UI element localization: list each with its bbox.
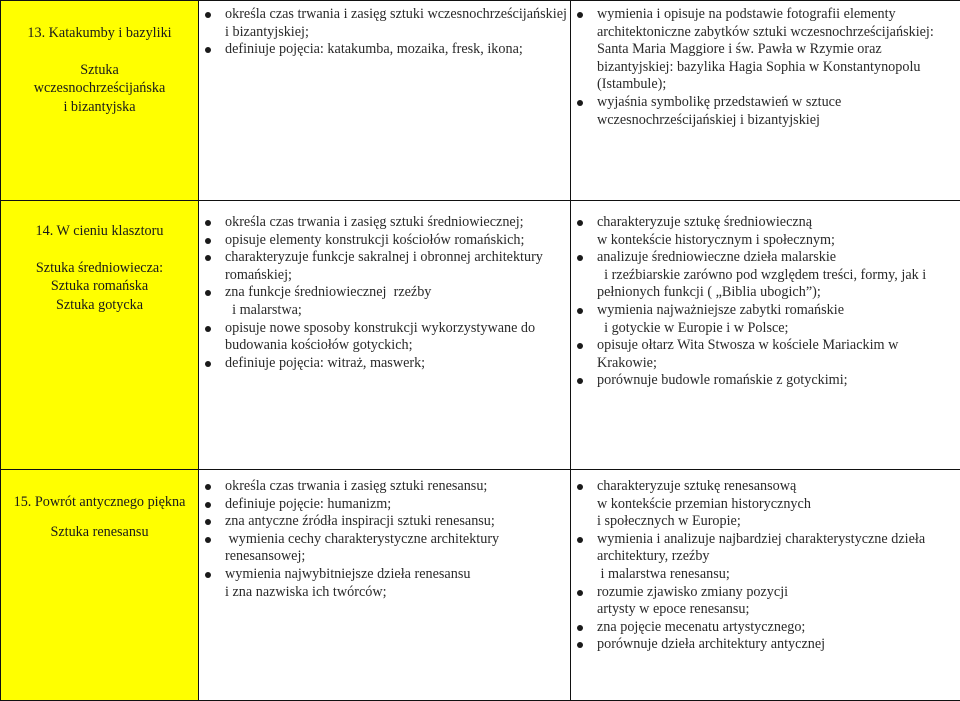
list-item: zna antyczne źródła inspiracji sztuki renesansu; bbox=[199, 513, 570, 531]
list-item: charakteryzuje sztukę średniowieczną w kontekście historycznym i społecznym; bbox=[571, 214, 960, 249]
extended-requirements-cell bbox=[571, 1, 960, 201]
topic-subtitle-line: Sztuka romańska bbox=[1, 277, 198, 296]
requirements-cell bbox=[199, 470, 571, 701]
list-item: analizuje średniowieczne dzieła malarskie i rzeźbiarskie zarówno pod względem treści, formy, jak i pełnionych funkcji ( „Biblia ubogich”); bbox=[571, 249, 960, 302]
extended-requirements-list bbox=[571, 214, 960, 390]
table-row bbox=[1, 201, 960, 470]
list-item: porównuje dzieła architektury antycznej bbox=[571, 636, 960, 654]
topic-subtitle bbox=[1, 522, 198, 543]
list-item: opisuje nowe sposoby konstrukcji wykorzystywane do budowania kościołów gotyckich; bbox=[199, 320, 570, 355]
topic-cell bbox=[1, 470, 199, 701]
requirements-list bbox=[199, 6, 570, 59]
extended-requirements-cell bbox=[571, 470, 960, 701]
list-item: wyjaśnia symbolikę przedstawień w sztuce wczesnochrześcijańskiej i bizantyjskiej bbox=[571, 94, 960, 129]
list-item: rozumie zjawisko zmiany pozycji artysty w epoce renesansu; bbox=[571, 584, 960, 619]
topic-subtitle-line: Sztuka gotycka bbox=[1, 296, 198, 315]
requirements-cell bbox=[199, 201, 571, 470]
topic-subtitle bbox=[1, 259, 198, 315]
list-item: wymienia najwybitniejsze dzieła renesansu i zna nazwiska ich twórców; bbox=[199, 566, 570, 601]
topic-cell bbox=[1, 1, 199, 201]
list-item: opisuje elementy konstrukcji kościołów romańskich; bbox=[199, 232, 570, 250]
list-item: określa czas trwania i zasięg sztuki średniowiecznej; bbox=[199, 214, 570, 232]
list-item: definiuje pojęcia: witraż, maswerk; bbox=[199, 355, 570, 373]
table-row bbox=[1, 470, 960, 701]
extended-requirements-cell bbox=[571, 201, 960, 470]
topic-title: 15. Powrót antycznego piękna bbox=[1, 494, 198, 512]
requirements-list bbox=[199, 478, 570, 601]
list-item: wymienia i analizuje najbardziej charakterystyczne dzieła architektury, rzeźby i malarstwa renesansu; bbox=[571, 531, 960, 584]
extended-requirements-list bbox=[571, 6, 960, 129]
topic-title: 14. W cieniu klasztoru bbox=[1, 223, 198, 241]
topic-subtitle-line: wczesnochrześcijańska bbox=[1, 79, 198, 98]
list-item: definiuje pojęcie: humanizm; bbox=[199, 496, 570, 514]
topic-subtitle-line: Sztuka renesansu bbox=[1, 522, 198, 543]
list-item: charakteryzuje sztukę renesansową w kontekście przemian historycznych i społecznych w Europie; bbox=[571, 478, 960, 531]
topic-subtitle-line: i bizantyjska bbox=[1, 98, 198, 117]
list-item: wymienia cechy charakterystyczne architektury renesansowej; bbox=[199, 531, 570, 566]
list-item: określa czas trwania i zasięg sztuki renesansu; bbox=[199, 478, 570, 496]
list-item: definiuje pojęcia: katakumba, mozaika, fresk, ikona; bbox=[199, 41, 570, 59]
list-item: porównuje budowle romańskie z gotyckimi; bbox=[571, 372, 960, 390]
list-item: wymienia i opisuje na podstawie fotografii elementy architektoniczne zabytków sztuki wczesnochrześcijańskiej: Santa Maria Maggiore i św. Pawła w Rzymie oraz bizantyjskiej: bazylika Hagia Sophia w Konstantynopolu (Istambule); bbox=[571, 6, 960, 94]
topic-subtitle-line: Sztuka bbox=[1, 61, 198, 80]
extended-requirements-list bbox=[571, 478, 960, 654]
list-item: wymienia najważniejsze zabytki romańskie i gotyckie w Europie i w Polsce; bbox=[571, 302, 960, 337]
list-item: opisuje ołtarz Wita Stwosza w kościele Mariackim w Krakowie; bbox=[571, 337, 960, 372]
list-item: charakteryzuje funkcje sakralnej i obronnej architektury romańskiej; bbox=[199, 249, 570, 284]
requirements-list bbox=[199, 214, 570, 372]
list-item: zna funkcje średniowiecznej rzeźby i malarstwa; bbox=[199, 284, 570, 319]
table-row bbox=[1, 1, 960, 201]
list-item: zna pojęcie mecenatu artystycznego; bbox=[571, 619, 960, 637]
list-item: określa czas trwania i zasięg sztuki wczesnochrześcijańskiej i bizantyjskiej; bbox=[199, 6, 570, 41]
topic-subtitle-line: Sztuka średniowiecza: bbox=[1, 259, 198, 278]
topic-subtitle bbox=[1, 61, 198, 117]
topic-title: 13. Katakumby i bazyliki bbox=[1, 25, 198, 43]
topic-cell bbox=[1, 201, 199, 470]
requirements-cell bbox=[199, 1, 571, 201]
